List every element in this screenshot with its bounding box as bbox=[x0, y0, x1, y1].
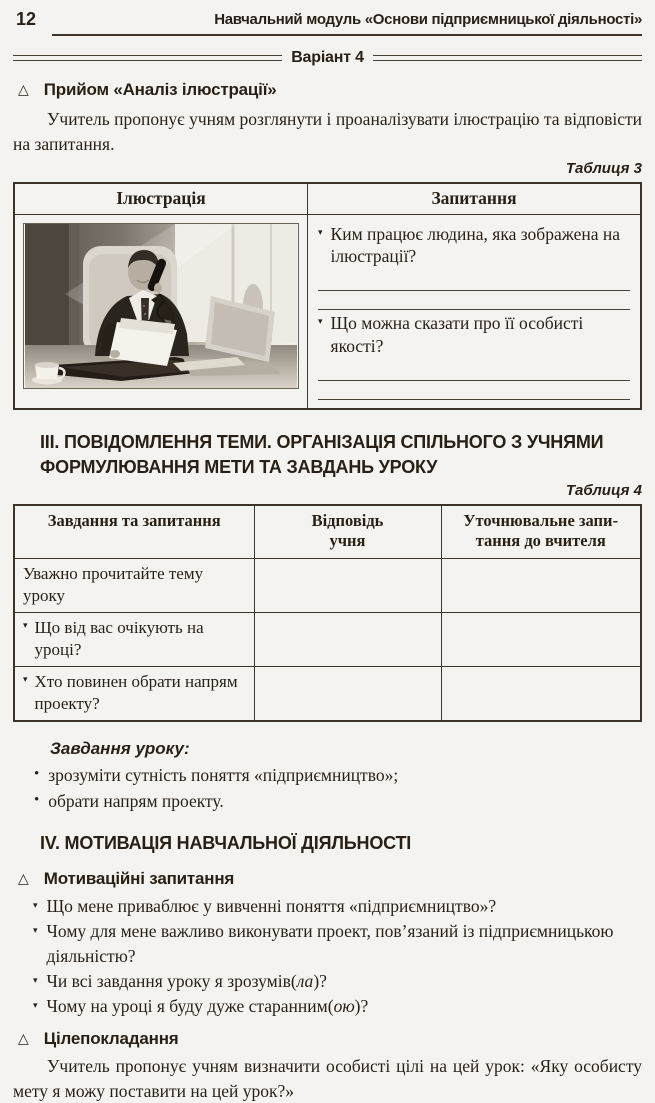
section-iv-heading: IV. МОТИВАЦІЯ НАВЧАЛЬНОЇ ДІЯЛЬНОСТІ bbox=[40, 832, 412, 853]
table3-header-row bbox=[14, 183, 641, 215]
list-item-text: Що мене приваблює у вивченні поняття «підприємництво»? bbox=[46, 895, 497, 916]
down-triangle-icon: ▾ bbox=[33, 1001, 38, 1012]
answer-line bbox=[318, 381, 630, 400]
list-item bbox=[13, 763, 642, 788]
down-triangle-icon: ▾ bbox=[23, 674, 28, 685]
clarify-cell-empty bbox=[441, 666, 641, 721]
list-item bbox=[13, 969, 642, 994]
illustration-cell bbox=[14, 214, 308, 409]
triangle-marker-icon: △ bbox=[18, 870, 29, 887]
down-triangle-icon: ▾ bbox=[33, 976, 38, 987]
list-item bbox=[13, 994, 642, 1019]
table4-row bbox=[14, 666, 641, 721]
task-text: Що від вас очікують на уроці? bbox=[34, 617, 204, 659]
answer-lines bbox=[318, 272, 630, 310]
table3-header-illustration: Ілюстрація bbox=[14, 183, 308, 215]
clarify-cell-empty bbox=[441, 612, 641, 666]
page-number: 12 bbox=[16, 9, 37, 29]
subheading-goal bbox=[13, 1029, 642, 1049]
list-item bbox=[13, 894, 642, 919]
down-triangle-icon: ▾ bbox=[23, 620, 28, 631]
triangle-marker-icon: △ bbox=[18, 82, 29, 98]
task-cell bbox=[14, 558, 254, 612]
answer-cell-empty bbox=[254, 666, 441, 721]
subheading-label: Цілепокладання bbox=[43, 1028, 179, 1048]
lesson-tasks-list bbox=[13, 763, 642, 814]
running-title-rule bbox=[52, 11, 642, 36]
list-item bbox=[13, 789, 642, 814]
task-cell bbox=[14, 612, 254, 666]
answer-line bbox=[318, 272, 630, 291]
list-item-text: Чому на уроці я буду дуже старанним(ою)? bbox=[46, 996, 369, 1017]
task-text: Уважно прочитайте тему уроку bbox=[23, 563, 204, 605]
lesson-tasks-title: Завдання уроку: bbox=[50, 739, 190, 759]
clarify-cell-empty bbox=[441, 558, 641, 612]
table3-caption: Таблиця 3 bbox=[565, 159, 642, 177]
double-rule-left bbox=[13, 55, 282, 61]
questions-cell bbox=[308, 214, 642, 409]
task-cell bbox=[14, 666, 254, 721]
table3-body-row bbox=[14, 214, 641, 409]
table4-header-tasks: Завдання та запитання bbox=[14, 505, 254, 558]
table4-header-row bbox=[14, 505, 641, 558]
task-text: Хто повинен обрати напрям проекту? bbox=[34, 671, 238, 714]
answer-line bbox=[318, 362, 630, 381]
answer-lines bbox=[318, 362, 630, 400]
section-iii-heading: ІІІ. ПОВІДОМЛЕННЯ ТЕМИ. ОРГАНІЗАЦІЯ СПІЛЬНОГО З УЧНЯМИ ФОРМУЛЮВАННЯ МЕТИ ТА ЗАВДАНЬ УРОКУ bbox=[40, 431, 604, 477]
table3 bbox=[13, 182, 642, 410]
table4-row bbox=[14, 612, 641, 666]
list-item-text: зрозуміти сутність поняття «підприємництво»; bbox=[48, 765, 399, 786]
list-item-text: Чому для мене важливо виконувати проект, пов’язаний із підприємницькою діяльністю? bbox=[46, 920, 614, 967]
question-text: Ким працює людина, яка зображена на ілюстрації? bbox=[330, 223, 620, 267]
subheading-motivation bbox=[13, 869, 642, 889]
answer-cell-empty bbox=[254, 612, 441, 666]
down-triangle-icon: ▾ bbox=[318, 227, 323, 238]
variant-band bbox=[13, 49, 642, 67]
subheading-label: Прийом «Аналіз ілюстрації» bbox=[43, 80, 277, 99]
question-item bbox=[318, 312, 630, 358]
list-item-text: Чи всі завдання уроку я зрозумів(ла)? bbox=[46, 971, 327, 992]
table4 bbox=[13, 504, 642, 722]
down-triangle-icon: ▾ bbox=[33, 925, 38, 936]
question-text: Що можна сказати про її особисті якості? bbox=[330, 313, 584, 356]
table3-header-questions: Запитання bbox=[308, 183, 642, 215]
answer-cell-empty bbox=[254, 558, 441, 612]
subheading-label: Мотиваційні запитання bbox=[43, 868, 235, 888]
down-triangle-icon: ▾ bbox=[33, 900, 38, 911]
answer-line bbox=[318, 291, 630, 310]
goal-paragraph: Учитель пропонує учням визначити особисті цілі на цей урок: «Яку особисту мету я можу поставити на цей урок?» bbox=[13, 1055, 642, 1101]
table4-header-answer: Відповідь учня bbox=[254, 505, 441, 558]
down-triangle-icon: ▾ bbox=[318, 317, 323, 328]
subheading-priyom bbox=[13, 80, 642, 100]
intro-paragraph: Учитель пропонує учням розглянути і проаналізувати ілюстрацію та відповісти на запитання. bbox=[13, 109, 642, 154]
bullet-icon: • bbox=[34, 791, 40, 808]
motivation-list bbox=[13, 894, 642, 1020]
table4-row bbox=[14, 558, 641, 612]
bullet-icon: • bbox=[34, 766, 40, 783]
table4-caption: Таблиця 4 bbox=[565, 482, 642, 500]
running-header bbox=[13, 9, 642, 36]
businessman-on-phone-photo bbox=[23, 223, 299, 389]
table4-header-clarify: Уточнювальне запитання до вчителя bbox=[441, 505, 641, 558]
question-item bbox=[318, 223, 630, 269]
triangle-marker-icon: △ bbox=[18, 1030, 29, 1047]
double-rule-right bbox=[373, 55, 642, 61]
variant-label: Варіант 4 bbox=[291, 49, 364, 66]
list-item bbox=[13, 919, 642, 969]
running-title: Навчальний модуль «Основи підприємницької діяльності» bbox=[214, 11, 642, 28]
list-item-text: обрати напрям проекту. bbox=[48, 790, 224, 811]
